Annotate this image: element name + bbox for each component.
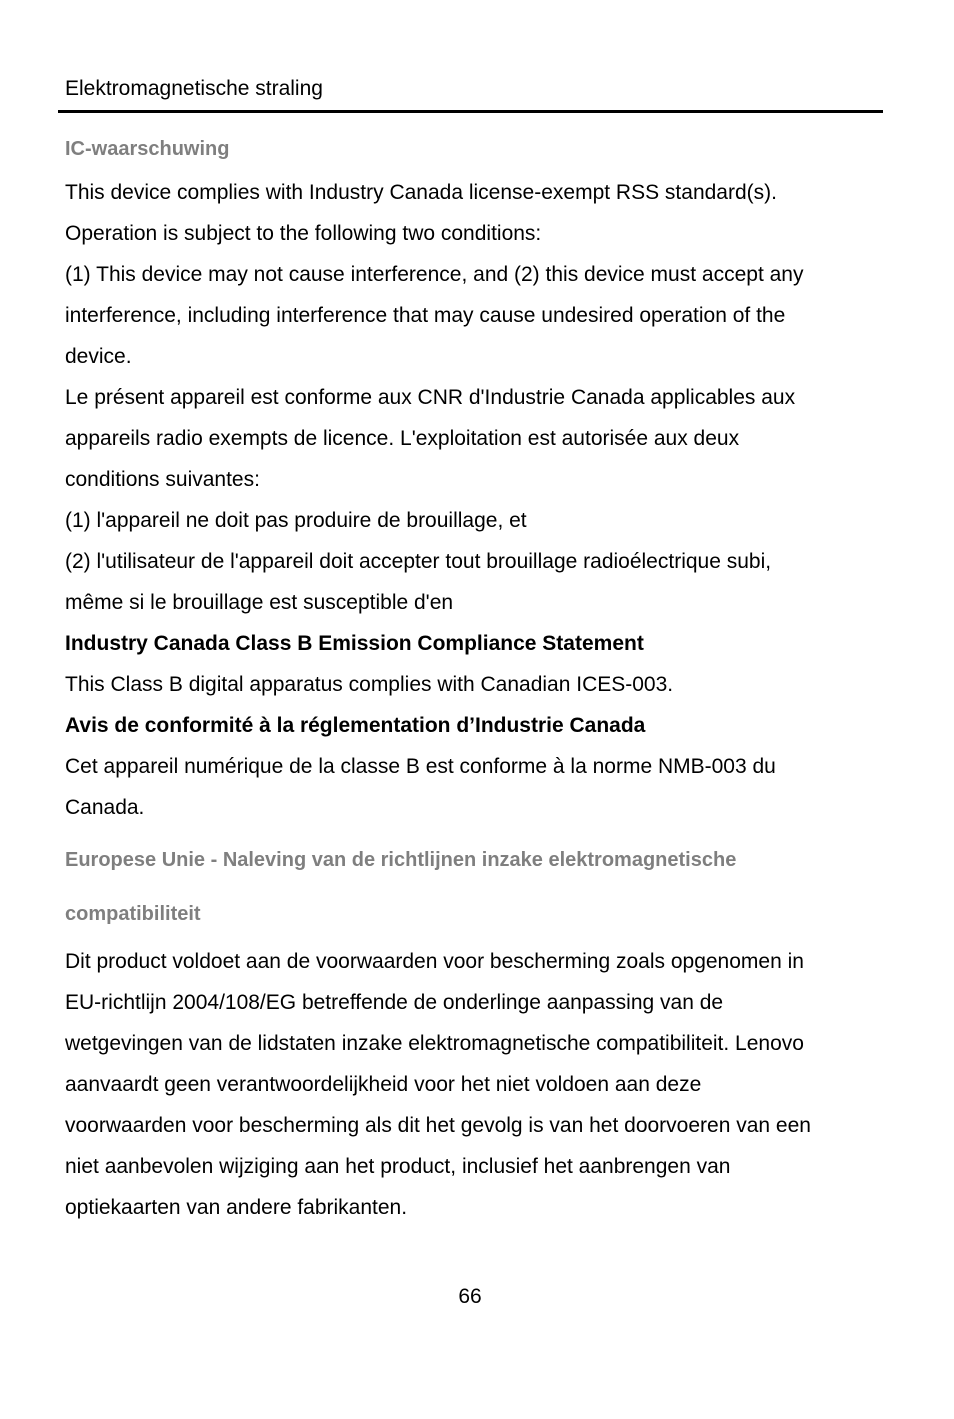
paragraph-line: Operation is subject to the following two conditions: (65, 222, 542, 245)
running-header: Elektromagnetische straling (65, 77, 323, 100)
paragraph-line: This Class B digital apparatus complies with Canadian ICES-003. (65, 673, 674, 696)
paragraph-line: Le présent appareil est conforme aux CNR d'Industrie Canada applicables aux (65, 386, 796, 409)
paragraph-line: EU-richtlijn 2004/108/EG betreffende de onderlinge aanpassing van de (65, 991, 724, 1014)
header-rule (58, 110, 883, 113)
paragraph-line: conditions suivantes: (65, 468, 260, 491)
paragraph-line: Canada. (65, 796, 145, 819)
page-number: 66 (458, 1285, 482, 1308)
paragraph-line: Dit product voldoet aan de voorwaarden voor bescherming zoals opgenomen in (65, 950, 804, 973)
paragraph-line: appareils radio exempts de licence. L'exploitation est autorisée aux deux (65, 427, 740, 450)
paragraph-line: voorwaarden voor bescherming als dit het gevolg is van het doorvoeren van een (65, 1114, 811, 1137)
page-content (65, 130, 895, 1228)
ic-warning-heading: IC-waarschuwing (65, 138, 230, 160)
paragraph-line: (1) l'appareil ne doit pas produire de brouillage, et (65, 509, 527, 532)
paragraph-line: optiekaarten van andere fabrikanten. (65, 1196, 408, 1219)
paragraph-line: aanvaardt geen verantwoordelijkheid voor het niet voldoen aan deze (65, 1073, 702, 1096)
paragraph-line: (2) l'utilisateur de l'appareil doit accepter tout brouillage radioélectrique subi, (65, 550, 772, 573)
paragraph-line: device. (65, 345, 132, 368)
eu-body (65, 941, 895, 1228)
paragraph-line: (1) This device may not cause interference, and (2) this device must accept any (65, 263, 804, 286)
avis-heading: Avis de conformité à la réglementation d’Industrie Canada (65, 714, 646, 737)
paragraph-line: Cet appareil numérique de la classe B est conforme à la norme NMB-003 du (65, 755, 776, 778)
ic-warning-body (65, 172, 895, 623)
eu-heading-line: Europese Unie - Naleving van de richtlijnen inzake elektromagnetische (65, 849, 737, 871)
paragraph-line: interference, including interference that may cause undesired operation of the (65, 304, 786, 327)
paragraph-line: niet aanbevolen wijziging aan het product, inclusief het aanbrengen van (65, 1155, 731, 1178)
eu-heading-line: compatibiliteit (65, 903, 201, 925)
paragraph-line: wetgevingen van de lidstaten inzake elektromagnetische compatibiliteit. Lenovo (65, 1032, 804, 1055)
class-b-heading: Industry Canada Class B Emission Compliance Statement (65, 632, 644, 655)
paragraph-line: This device complies with Industry Canada license-exempt RSS standard(s). (65, 181, 777, 204)
paragraph-line: même si le brouillage est susceptible d'en (65, 591, 454, 614)
